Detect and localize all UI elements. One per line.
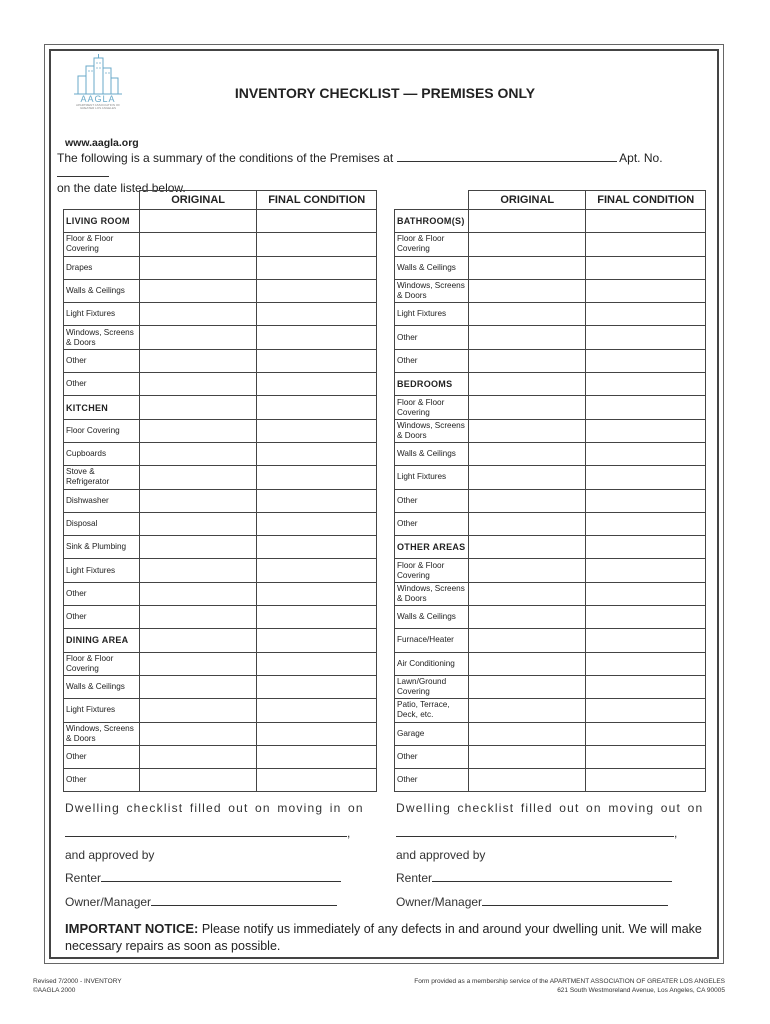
page-title: INVENTORY CHECKLIST — PREMISES ONLY bbox=[234, 85, 536, 101]
original-condition-cell[interactable] bbox=[139, 303, 257, 326]
item-label: Light Fixtures bbox=[395, 466, 469, 489]
table-row bbox=[64, 559, 377, 582]
item-label: Walls & Ceilings bbox=[395, 256, 469, 279]
footer-right bbox=[414, 977, 725, 995]
table-row bbox=[395, 419, 706, 442]
original-condition-cell[interactable] bbox=[139, 419, 257, 442]
renter-out-signature-field[interactable] bbox=[432, 871, 672, 882]
final-condition-cell[interactable] bbox=[257, 629, 377, 652]
item-label: Sink & Plumbing bbox=[64, 536, 140, 559]
table-header-row bbox=[395, 191, 706, 210]
item-label: Walls & Ceilings bbox=[395, 442, 469, 465]
item-label: Light Fixtures bbox=[64, 303, 140, 326]
premises-address-field[interactable] bbox=[397, 151, 617, 162]
item-label: Windows, Screens & Doors bbox=[64, 722, 140, 745]
original-condition-cell[interactable] bbox=[139, 745, 257, 768]
table-row bbox=[395, 559, 706, 582]
table-row bbox=[395, 745, 706, 768]
original-condition-cell[interactable] bbox=[139, 652, 257, 675]
table-row bbox=[64, 419, 377, 442]
section-label: KITCHEN bbox=[64, 396, 140, 419]
item-label: Other bbox=[395, 769, 469, 792]
column-final-condition: FINAL CONDITION bbox=[586, 191, 706, 210]
original-condition-cell[interactable] bbox=[468, 722, 585, 745]
section-row bbox=[395, 536, 706, 559]
header-blank bbox=[64, 191, 140, 210]
table-row bbox=[395, 722, 706, 745]
original-condition-cell[interactable] bbox=[139, 466, 257, 489]
final-condition-cell[interactable] bbox=[257, 279, 377, 302]
final-condition-cell[interactable] bbox=[586, 373, 706, 396]
footer-left bbox=[33, 977, 122, 995]
final-condition-cell[interactable] bbox=[257, 745, 377, 768]
item-label: Floor & Floor Covering bbox=[64, 233, 140, 256]
column-original: ORIGINAL bbox=[468, 191, 585, 210]
table-row bbox=[64, 233, 377, 256]
original-condition-cell[interactable] bbox=[139, 349, 257, 372]
table-header-row bbox=[64, 191, 377, 210]
table-row bbox=[395, 769, 706, 792]
item-label: Furnace/Heater bbox=[395, 629, 469, 652]
summary-line1: The following is a summary of the conditions of the Premises at bbox=[57, 151, 394, 165]
approved-by-out: and approved by bbox=[396, 848, 486, 862]
header-blank bbox=[395, 191, 469, 210]
footer-provided-by: Form provided as a membership service of the APARTMENT ASSOCIATION OF GREATER LOS ANGELES bbox=[414, 978, 725, 985]
item-label: Disposal bbox=[64, 512, 140, 535]
summary-line2: on the date listed below. bbox=[57, 181, 186, 195]
final-condition-cell[interactable] bbox=[586, 606, 706, 629]
aagla-logo bbox=[72, 54, 124, 110]
final-condition-cell[interactable] bbox=[257, 466, 377, 489]
renter-in-signature-field[interactable] bbox=[101, 871, 341, 882]
table-row bbox=[64, 675, 377, 698]
original-condition-cell[interactable] bbox=[468, 745, 585, 768]
final-condition-cell[interactable] bbox=[257, 442, 377, 465]
item-label: Other bbox=[64, 349, 140, 372]
final-condition-cell[interactable] bbox=[586, 722, 706, 745]
final-condition-cell[interactable] bbox=[257, 419, 377, 442]
section-label: LIVING ROOM bbox=[64, 210, 140, 233]
table-row bbox=[64, 256, 377, 279]
final-condition-cell[interactable] bbox=[257, 396, 377, 419]
final-condition-cell[interactable] bbox=[586, 745, 706, 768]
final-condition-cell[interactable] bbox=[586, 675, 706, 698]
final-condition-cell[interactable] bbox=[586, 769, 706, 792]
item-label: Other bbox=[64, 373, 140, 396]
notice-heading: IMPORTANT NOTICE: bbox=[65, 921, 199, 936]
renter-out-row: Renter bbox=[396, 871, 672, 885]
original-condition-cell[interactable] bbox=[468, 606, 585, 629]
move-in-label: Dwelling checklist filled out on moving in on bbox=[65, 801, 364, 815]
section-row bbox=[64, 629, 377, 652]
original-condition-cell[interactable] bbox=[468, 373, 585, 396]
final-condition-cell[interactable] bbox=[257, 373, 377, 396]
owner-out-row: Owner/Manager bbox=[396, 895, 668, 909]
table-row bbox=[64, 769, 377, 792]
table-row bbox=[395, 303, 706, 326]
table-row bbox=[395, 256, 706, 279]
original-condition-cell[interactable] bbox=[139, 210, 257, 233]
table-row bbox=[64, 279, 377, 302]
item-label: Other bbox=[395, 512, 469, 535]
table-row bbox=[395, 442, 706, 465]
table-row bbox=[395, 326, 706, 349]
final-condition-cell[interactable] bbox=[257, 675, 377, 698]
item-label: Other bbox=[64, 606, 140, 629]
original-condition-cell[interactable] bbox=[139, 442, 257, 465]
original-condition-cell[interactable] bbox=[139, 512, 257, 535]
table-row bbox=[64, 582, 377, 605]
final-condition-cell[interactable] bbox=[257, 233, 377, 256]
item-label: Other bbox=[395, 489, 469, 512]
table-row bbox=[395, 466, 706, 489]
final-condition-cell[interactable] bbox=[257, 536, 377, 559]
item-label: Floor & Floor Covering bbox=[395, 396, 469, 419]
original-condition-cell[interactable] bbox=[139, 279, 257, 302]
item-label: Windows, Screens & Doors bbox=[395, 419, 469, 442]
item-label: Light Fixtures bbox=[64, 559, 140, 582]
section-label: DINING AREA bbox=[64, 629, 140, 652]
table-row bbox=[64, 745, 377, 768]
final-condition-cell[interactable] bbox=[257, 769, 377, 792]
table-row bbox=[64, 442, 377, 465]
section-label: BATHROOM(S) bbox=[395, 210, 469, 233]
original-condition-cell[interactable] bbox=[139, 256, 257, 279]
final-condition-cell[interactable] bbox=[586, 326, 706, 349]
important-notice bbox=[65, 920, 715, 955]
original-condition-cell[interactable] bbox=[468, 396, 585, 419]
item-label: Floor & Floor Covering bbox=[64, 652, 140, 675]
item-label: Other bbox=[64, 745, 140, 768]
final-condition-cell[interactable] bbox=[257, 582, 377, 605]
item-label: Other bbox=[64, 582, 140, 605]
item-label: Cupboards bbox=[64, 442, 140, 465]
original-condition-cell[interactable] bbox=[468, 279, 585, 302]
original-condition-cell[interactable] bbox=[468, 629, 585, 652]
item-label: Air Conditioning bbox=[395, 652, 469, 675]
original-condition-cell[interactable] bbox=[468, 675, 585, 698]
final-condition-cell[interactable] bbox=[586, 582, 706, 605]
original-condition-cell[interactable] bbox=[468, 349, 585, 372]
original-condition-cell[interactable] bbox=[468, 536, 585, 559]
item-label: Floor & Floor Covering bbox=[395, 559, 469, 582]
original-condition-cell[interactable] bbox=[468, 210, 585, 233]
section-row bbox=[395, 210, 706, 233]
item-label: Windows, Screens & Doors bbox=[395, 582, 469, 605]
table-row bbox=[64, 512, 377, 535]
table-row bbox=[395, 489, 706, 512]
final-condition-cell[interactable] bbox=[586, 233, 706, 256]
final-condition-cell[interactable] bbox=[586, 442, 706, 465]
final-condition-cell[interactable] bbox=[257, 489, 377, 512]
original-condition-cell[interactable] bbox=[139, 536, 257, 559]
final-condition-cell[interactable] bbox=[586, 349, 706, 372]
approved-by-in: and approved by bbox=[65, 848, 155, 862]
item-label: Light Fixtures bbox=[64, 699, 140, 722]
original-condition-cell[interactable] bbox=[139, 559, 257, 582]
original-condition-cell[interactable] bbox=[139, 769, 257, 792]
item-label: Lawn/Ground Covering bbox=[395, 675, 469, 698]
item-label: Other bbox=[395, 745, 469, 768]
footer-revised: Revised 7/2000 - INVENTORY bbox=[33, 978, 122, 985]
original-condition-cell[interactable] bbox=[139, 233, 257, 256]
original-condition-cell[interactable] bbox=[468, 559, 585, 582]
apt-number-field[interactable] bbox=[57, 166, 109, 177]
final-condition-cell[interactable] bbox=[586, 279, 706, 302]
item-label: Drapes bbox=[64, 256, 140, 279]
final-condition-cell[interactable] bbox=[586, 536, 706, 559]
table-row bbox=[64, 652, 377, 675]
final-condition-cell[interactable] bbox=[586, 699, 706, 722]
owner-in-row: Owner/Manager bbox=[65, 895, 337, 909]
section-row bbox=[64, 210, 377, 233]
table-row bbox=[395, 582, 706, 605]
item-label: Walls & Ceilings bbox=[64, 675, 140, 698]
item-label: Other bbox=[64, 769, 140, 792]
footer-address: 621 South Westmoreland Avenue, Los Angeles, CA 90005 bbox=[557, 987, 725, 994]
final-condition-cell[interactable] bbox=[257, 303, 377, 326]
section-row bbox=[395, 373, 706, 396]
footer-copyright: ©AAGLA 2000 bbox=[33, 987, 76, 994]
original-condition-cell[interactable] bbox=[139, 675, 257, 698]
item-label: Windows, Screens & Doors bbox=[64, 326, 140, 349]
original-condition-cell[interactable] bbox=[468, 512, 585, 535]
item-label: Patio, Terrace, Deck, etc. bbox=[395, 699, 469, 722]
original-condition-cell[interactable] bbox=[139, 373, 257, 396]
owner-out-signature-field[interactable] bbox=[482, 895, 668, 906]
table-row bbox=[395, 606, 706, 629]
original-condition-cell[interactable] bbox=[468, 256, 585, 279]
final-condition-cell[interactable] bbox=[586, 419, 706, 442]
final-condition-cell[interactable] bbox=[586, 466, 706, 489]
original-condition-cell[interactable] bbox=[139, 606, 257, 629]
column-original: ORIGINAL bbox=[139, 191, 257, 210]
final-condition-cell[interactable] bbox=[586, 210, 706, 233]
table-row bbox=[64, 466, 377, 489]
original-condition-cell[interactable] bbox=[139, 582, 257, 605]
final-condition-cell[interactable] bbox=[257, 699, 377, 722]
item-label: Other bbox=[395, 326, 469, 349]
logo-subtext: APARTMENT ASSOCIATION OF GREATER LOS ANGELES bbox=[75, 103, 121, 110]
owner-in-signature-field[interactable] bbox=[151, 895, 337, 906]
table-row bbox=[64, 349, 377, 372]
table-row bbox=[395, 512, 706, 535]
original-condition-cell[interactable] bbox=[468, 699, 585, 722]
left-checklist-table bbox=[63, 190, 377, 792]
original-condition-cell[interactable] bbox=[468, 419, 585, 442]
original-condition-cell[interactable] bbox=[468, 233, 585, 256]
table-row bbox=[395, 349, 706, 372]
final-condition-cell[interactable] bbox=[257, 349, 377, 372]
final-condition-cell[interactable] bbox=[586, 489, 706, 512]
final-condition-cell[interactable] bbox=[586, 652, 706, 675]
move-in-date-line: , bbox=[65, 826, 350, 840]
table-row bbox=[64, 326, 377, 349]
item-label: Floor Covering bbox=[64, 419, 140, 442]
table-row bbox=[64, 699, 377, 722]
item-label: Walls & Ceilings bbox=[64, 279, 140, 302]
column-final-condition: FINAL CONDITION bbox=[257, 191, 377, 210]
table-row bbox=[64, 536, 377, 559]
original-condition-cell[interactable] bbox=[468, 652, 585, 675]
apt-label: Apt. No. bbox=[619, 151, 663, 165]
original-condition-cell[interactable] bbox=[139, 629, 257, 652]
move-out-label: Dwelling checklist filled out on moving out on bbox=[396, 801, 704, 815]
table-row bbox=[395, 699, 706, 722]
original-condition-cell[interactable] bbox=[468, 769, 585, 792]
table-row bbox=[64, 489, 377, 512]
table-row bbox=[64, 373, 377, 396]
original-condition-cell[interactable] bbox=[468, 582, 585, 605]
table-row bbox=[395, 629, 706, 652]
table-row bbox=[395, 652, 706, 675]
item-label: Windows, Screens & Doors bbox=[395, 279, 469, 302]
original-condition-cell[interactable] bbox=[139, 489, 257, 512]
final-condition-cell[interactable] bbox=[586, 512, 706, 535]
item-label: Floor & Floor Covering bbox=[395, 233, 469, 256]
table-row bbox=[395, 279, 706, 302]
table-row bbox=[395, 396, 706, 419]
final-condition-cell[interactable] bbox=[257, 722, 377, 745]
logo-text: AAGLA bbox=[80, 94, 116, 104]
original-condition-cell[interactable] bbox=[468, 489, 585, 512]
final-condition-cell[interactable] bbox=[586, 559, 706, 582]
final-condition-cell[interactable] bbox=[586, 303, 706, 326]
original-condition-cell[interactable] bbox=[468, 303, 585, 326]
original-condition-cell[interactable] bbox=[468, 326, 585, 349]
original-condition-cell[interactable] bbox=[468, 442, 585, 465]
move-in-date-field[interactable] bbox=[65, 826, 347, 837]
final-condition-cell[interactable] bbox=[257, 606, 377, 629]
right-checklist-table bbox=[394, 190, 706, 792]
move-out-date-field[interactable] bbox=[396, 826, 674, 837]
website-link[interactable]: www.aagla.org bbox=[65, 137, 139, 149]
final-condition-cell[interactable] bbox=[257, 512, 377, 535]
item-label: Garage bbox=[395, 722, 469, 745]
table-row bbox=[395, 233, 706, 256]
final-condition-cell[interactable] bbox=[257, 210, 377, 233]
move-out-date-line: , bbox=[396, 826, 677, 840]
final-condition-cell[interactable] bbox=[586, 629, 706, 652]
section-label: OTHER AREAS bbox=[395, 536, 469, 559]
item-label: Other bbox=[395, 349, 469, 372]
original-condition-cell[interactable] bbox=[139, 326, 257, 349]
notice-text: Please notify us immediately of any defects in and around your dwelling unit. We will make necessary repairs as soon as possible. bbox=[65, 922, 702, 953]
final-condition-cell[interactable] bbox=[257, 559, 377, 582]
item-label: Dishwasher bbox=[64, 489, 140, 512]
original-condition-cell[interactable] bbox=[139, 396, 257, 419]
table-row bbox=[64, 722, 377, 745]
original-condition-cell[interactable] bbox=[139, 722, 257, 745]
renter-in-row: Renter bbox=[65, 871, 341, 885]
table-row bbox=[395, 675, 706, 698]
section-row bbox=[64, 396, 377, 419]
original-condition-cell[interactable] bbox=[139, 699, 257, 722]
section-label: BEDROOMS bbox=[395, 373, 469, 396]
original-condition-cell[interactable] bbox=[468, 466, 585, 489]
item-label: Stove & Refrigerator bbox=[64, 466, 140, 489]
final-condition-cell[interactable] bbox=[257, 326, 377, 349]
table-row bbox=[64, 606, 377, 629]
table-row bbox=[64, 303, 377, 326]
final-condition-cell[interactable] bbox=[257, 652, 377, 675]
final-condition-cell[interactable] bbox=[586, 256, 706, 279]
item-label: Walls & Ceilings bbox=[395, 606, 469, 629]
final-condition-cell[interactable] bbox=[257, 256, 377, 279]
item-label: Light Fixtures bbox=[395, 303, 469, 326]
final-condition-cell[interactable] bbox=[586, 396, 706, 419]
